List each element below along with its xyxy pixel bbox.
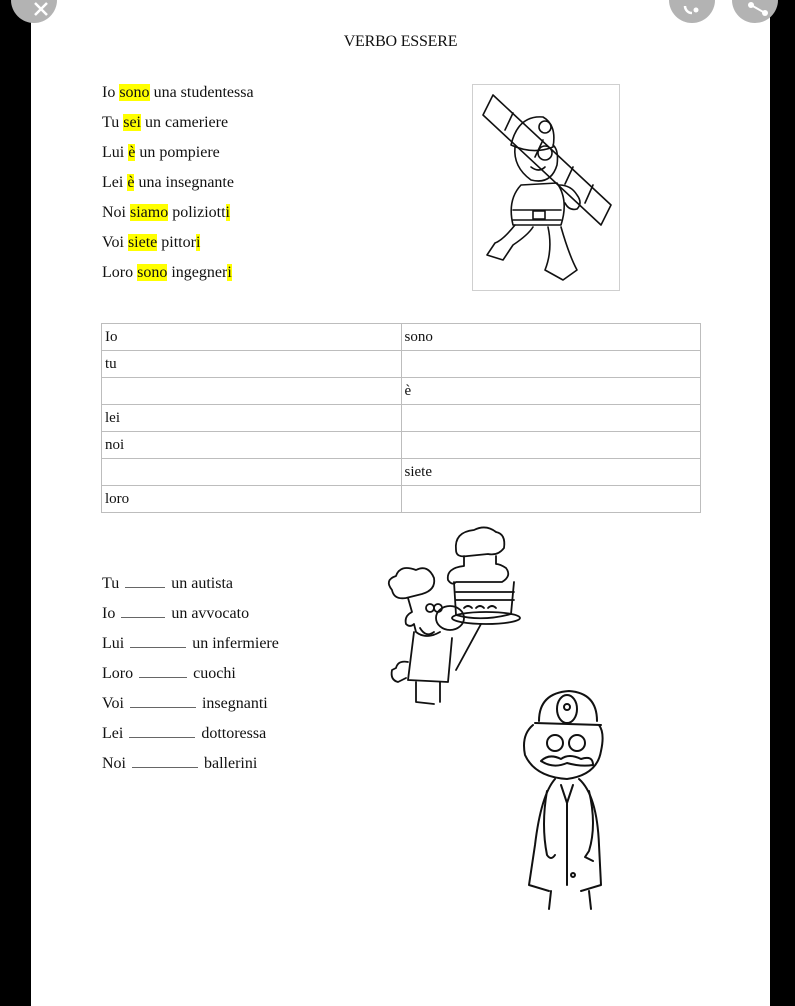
sentence-noun: pittor (161, 234, 196, 251)
sentence-subject: Voi (102, 234, 124, 251)
exercise-noun: dottoressa (201, 725, 267, 742)
highlighted-verb: sono (119, 84, 150, 101)
sentence-noun: una insegnant (138, 174, 227, 191)
exercise-item (102, 633, 279, 663)
close-button[interactable] (11, 0, 57, 23)
example-sentence (102, 112, 254, 142)
exercise-subject: Noi (102, 755, 126, 772)
highlighted-verb: sono (137, 264, 168, 281)
table-row (102, 405, 701, 432)
pronoun-cell: loro (102, 486, 402, 513)
highlighted-verb: siete (127, 234, 158, 251)
exercise-subject: Lei (102, 725, 124, 742)
table-row (102, 486, 701, 513)
sentence-subject: Noi (102, 204, 126, 221)
example-sentence (102, 232, 254, 262)
pronoun-cell: Io (102, 324, 402, 351)
sentence-noun: una studentess (153, 84, 247, 101)
sentence-subject: Lui (102, 144, 125, 161)
exercise-item (102, 603, 279, 633)
close-icon (32, 0, 50, 18)
table-row (102, 351, 701, 378)
pronoun-cell (102, 378, 402, 405)
verb-cell: sono (401, 324, 701, 351)
exercise-item (102, 663, 279, 693)
exercise-item (102, 693, 279, 723)
document-page (31, 0, 770, 1006)
noun-ending: e (212, 144, 220, 161)
exercise-noun: cuochi (193, 665, 236, 682)
exercise-noun: ballerini (204, 755, 258, 772)
sentence-subject: Io (102, 84, 116, 101)
fill-in-exercises (102, 573, 279, 783)
sentence-noun: un camerier (145, 114, 221, 131)
exercise-item (102, 573, 279, 603)
table-row (102, 432, 701, 459)
noun-ending: i (225, 204, 230, 221)
answer-blank[interactable] (125, 573, 165, 588)
sentence-subject: Loro (102, 264, 134, 281)
pronoun-cell (102, 459, 402, 486)
sentence-subject: Lei (102, 174, 124, 191)
answer-blank[interactable] (139, 663, 187, 678)
exercise-subject: Io (102, 605, 116, 622)
example-sentence (102, 82, 254, 112)
conjugation-table (101, 323, 701, 513)
example-sentence (102, 142, 254, 172)
google-lens-icon (680, 0, 704, 20)
highlighted-verb: siamo (130, 204, 169, 221)
pronoun-cell: lei (102, 405, 402, 432)
noun-ending: i (195, 234, 201, 251)
share-icon (745, 0, 771, 21)
answer-blank[interactable] (130, 693, 196, 708)
pronoun-cell: tu (102, 351, 402, 378)
example-sentences (102, 82, 254, 292)
exercise-noun: un infermiere (192, 635, 279, 652)
highlighted-verb: è (127, 174, 135, 191)
noun-ending: a (246, 84, 254, 101)
pronoun-cell: noi (102, 432, 402, 459)
example-sentence (102, 172, 254, 202)
verb-cell (401, 351, 701, 378)
verb-cell: siete (401, 459, 701, 486)
exercise-item (102, 723, 279, 753)
table-row (102, 324, 701, 351)
exercise-noun: un avvocato (171, 605, 250, 622)
exercise-subject: Loro (102, 665, 134, 682)
answer-blank[interactable] (132, 753, 198, 768)
doctor-illustration (501, 685, 611, 913)
share-button[interactable] (732, 0, 778, 23)
verb-cell (401, 486, 701, 513)
sentence-subject: Tu (102, 114, 120, 131)
exercise-item (102, 753, 279, 783)
sentence-noun: poliziott (172, 204, 226, 221)
highlighted-verb: è (128, 144, 136, 161)
noun-ending: e (220, 114, 229, 131)
table-row (102, 378, 701, 405)
exercise-subject: Lui (102, 635, 125, 652)
noun-ending: e (226, 174, 234, 191)
example-sentence (102, 262, 254, 292)
exercise-noun: insegnanti (201, 695, 268, 712)
verb-cell (401, 405, 701, 432)
noun-ending: i (227, 264, 232, 281)
example-sentence (102, 202, 254, 232)
answer-blank[interactable] (121, 603, 165, 618)
exercise-noun: un autista (171, 575, 233, 592)
verb-cell (401, 432, 701, 459)
highlighted-verb: sei (123, 114, 141, 131)
chef-with-cake-illustration (356, 520, 531, 710)
sentence-noun: ingegner (171, 264, 228, 281)
verb-cell: è (401, 378, 701, 405)
table-row (102, 459, 701, 486)
exercise-subject: Tu (102, 575, 120, 592)
document-title: VERBO ESSERE (343, 33, 458, 50)
google-lens-button[interactable] (669, 0, 715, 23)
answer-blank[interactable] (130, 633, 186, 648)
answer-blank[interactable] (129, 723, 195, 738)
exercise-subject: Voi (102, 695, 124, 712)
sentence-noun: un pompier (139, 144, 213, 161)
firefighter-illustration (472, 84, 620, 291)
